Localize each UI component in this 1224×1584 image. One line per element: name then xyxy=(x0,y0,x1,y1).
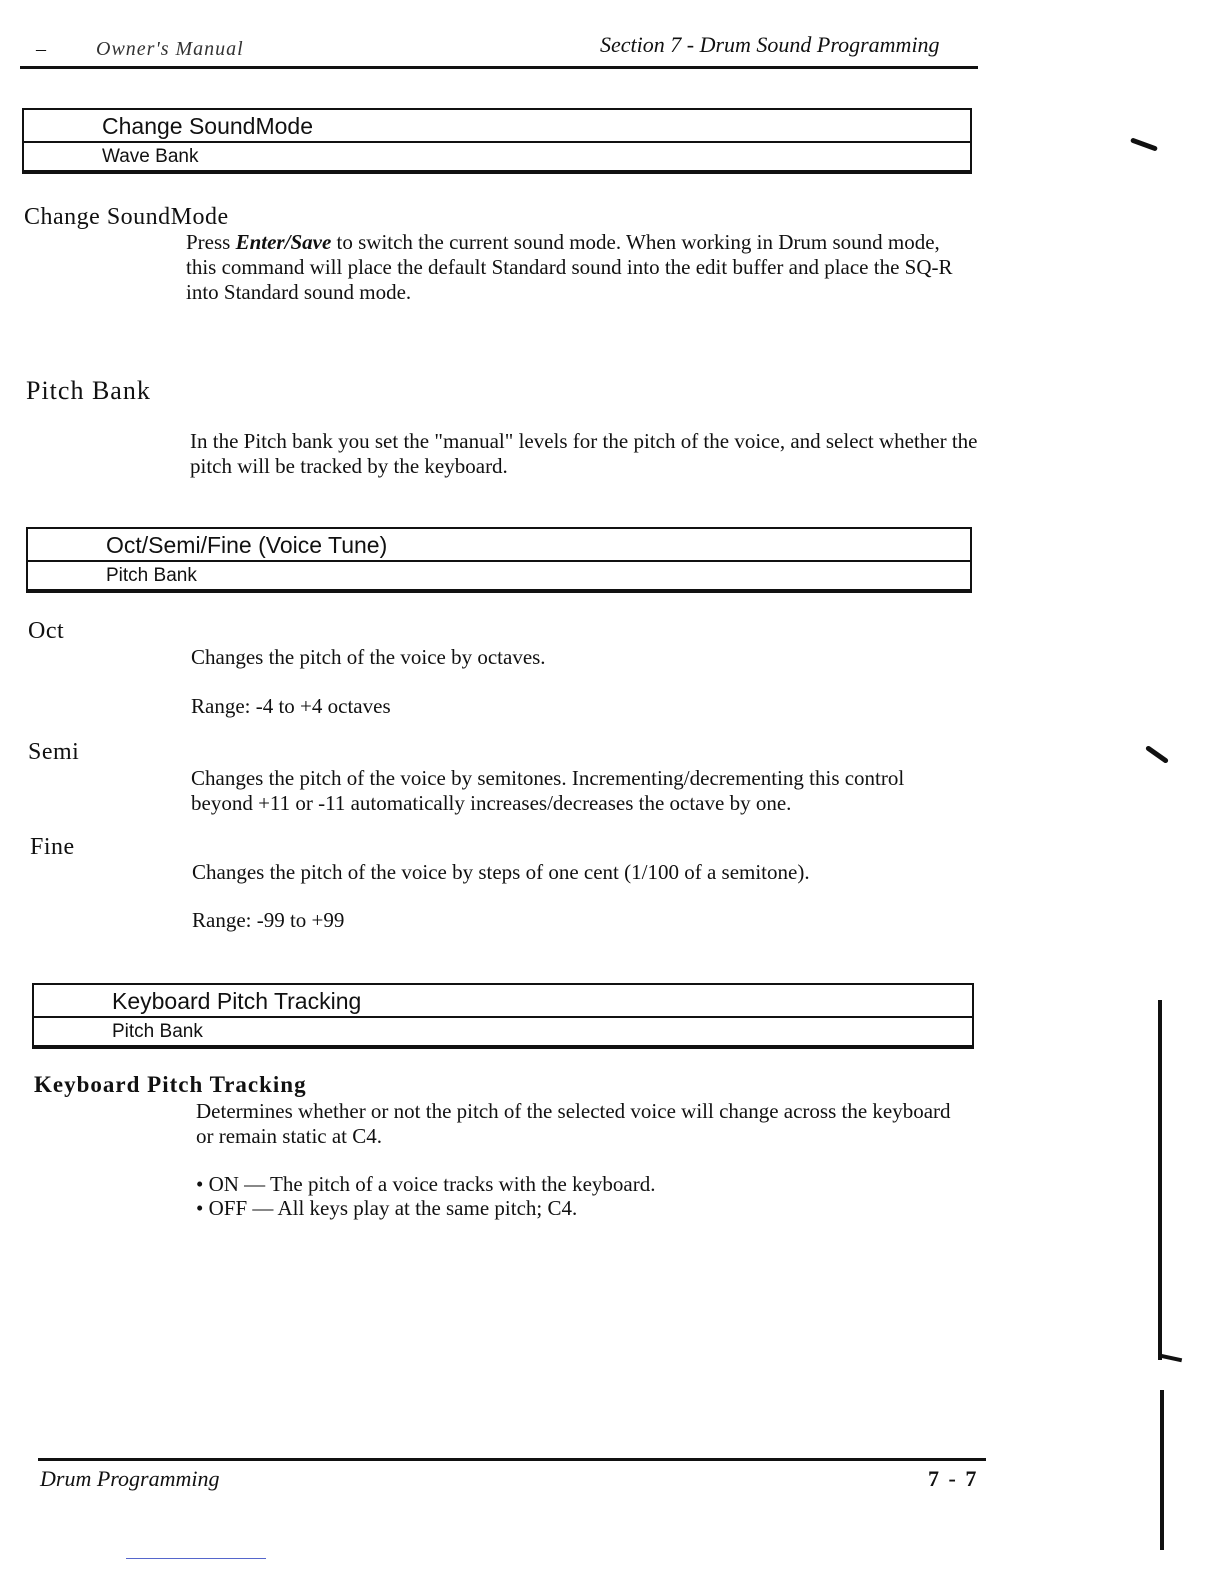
enter-save-key-name: Enter/Save xyxy=(235,230,332,254)
param-box-title: Change SoundMode xyxy=(24,110,970,143)
option-off: • OFF — All keys play at the same pitch; C4. xyxy=(196,1196,578,1220)
header-section-title: Section 7 - Drum Sound Programming xyxy=(600,32,940,57)
keyboard-pitch-tracking-description: Determines whether or not the pitch of the selected voice will change across the keyboard or remain static at C4. xyxy=(196,1099,951,1148)
param-label-keyboard-pitch-tracking: Keyboard Pitch Tracking xyxy=(34,1072,307,1097)
header-manual-title: Owner's Manual xyxy=(96,38,244,60)
fine-range: Range: -99 to +99 xyxy=(192,908,345,932)
description-text-end: to switch the current sound mode. When working in Drum sound mode, this command will place the default Standard sound into the edit buffer and place the SQ-R into Standard sound mode. xyxy=(186,230,953,304)
param-label-oct: Oct xyxy=(28,618,65,644)
fine-description: Changes the pitch of the voice by steps of one cent (1/100 of a semitone). xyxy=(192,860,810,884)
param-box-bank: Wave Bank xyxy=(102,146,199,167)
option-on: • ON — The pitch of a voice tracks with the keyboard. xyxy=(196,1172,656,1196)
section-label-pitch-bank: Pitch Bank xyxy=(26,376,151,405)
scan-bottom-line xyxy=(126,1558,266,1559)
scan-margin-line xyxy=(1160,1390,1164,1550)
footer-rule xyxy=(38,1458,986,1461)
param-box-title: Keyboard Pitch Tracking xyxy=(34,985,972,1018)
oct-description: Changes the pitch of the voice by octaves. xyxy=(191,645,546,669)
scan-margin-mark xyxy=(1160,1354,1182,1362)
param-label-semi: Semi xyxy=(28,739,80,765)
description-text-start: Press xyxy=(186,230,236,254)
header-dash: – xyxy=(36,38,46,60)
page-number: 7 - 7 xyxy=(928,1466,979,1491)
scan-margin-mark xyxy=(1130,137,1158,151)
header-rule xyxy=(20,66,978,69)
pitch-bank-description: In the Pitch bank you set the "manual" levels for the pitch of the voice, and select whether the pitch will be tracked by the keyboard. xyxy=(190,429,978,478)
param-box-voice-tune xyxy=(26,527,972,591)
oct-range: Range: -4 to +4 octaves xyxy=(191,694,391,718)
param-box-keyboard-pitch-tracking xyxy=(32,983,974,1047)
section-label-change-soundmode: Change SoundMode xyxy=(24,204,229,230)
param-box-change-soundmode xyxy=(22,108,972,172)
param-box-title: Oct/Semi/Fine (Voice Tune) xyxy=(28,529,970,562)
scan-margin-line xyxy=(1158,1000,1162,1360)
footer-chapter-title: Drum Programming xyxy=(40,1466,220,1491)
scan-margin-mark xyxy=(1145,745,1169,764)
change-soundmode-description xyxy=(186,230,966,305)
param-label-fine: Fine xyxy=(30,834,75,860)
param-box-bank: Pitch Bank xyxy=(106,565,197,586)
param-box-bank: Pitch Bank xyxy=(112,1021,203,1042)
semi-description: Changes the pitch of the voice by semitones. Incrementing/decrementing this control beyond +11 or -11 automatically increases/decreases the octave by one. xyxy=(191,766,905,815)
